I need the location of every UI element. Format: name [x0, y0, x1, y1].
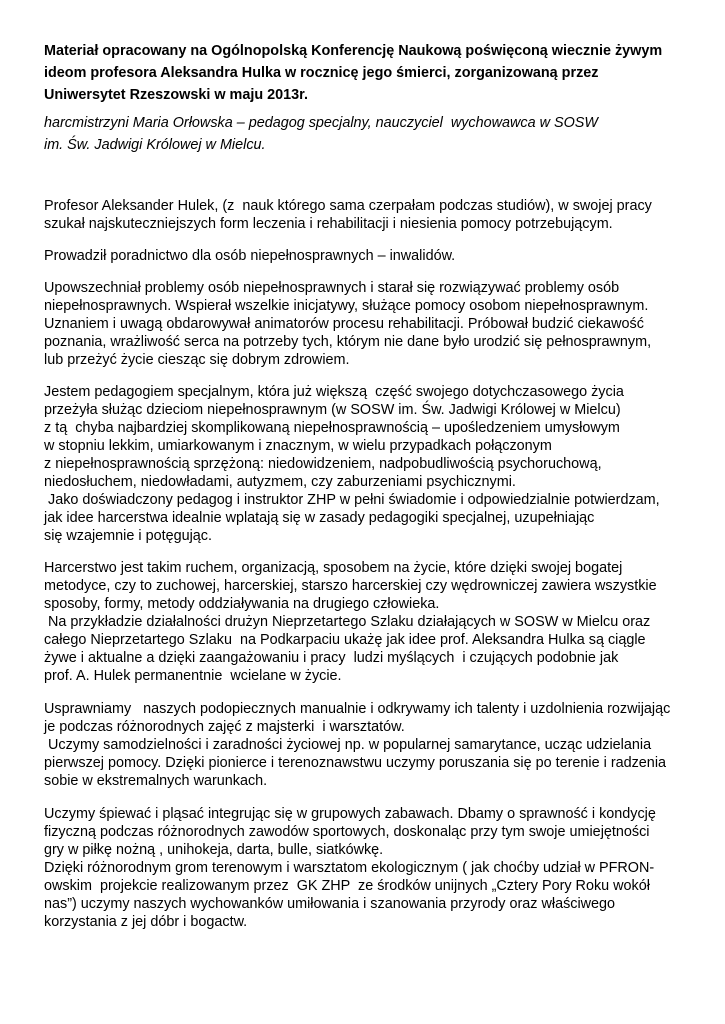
text-line: się wzajemnie i potęgując. [44, 528, 212, 544]
text-line: niepełnosprawnych. Wspierał wszelkie inicjatywy, służące pomocy osobom niepełnosprawnym. [44, 298, 649, 314]
text-line: metodyce, czy to zuchowej, harcerskiej, starszo harcerskiej czy wędrowniczej zawiera wszystkie [44, 578, 657, 594]
text-line: Jestem pedagogiem specjalnym, która już większą część swojego dotychczasowego życia [44, 384, 624, 400]
text-line: Jako doświadczony pedagog i instruktor ZHP w pełni świadomie i odpowiedzialnie potwierdzam, [44, 492, 660, 508]
text-line: nas”) uczymy naszych wychowanków umiłowania i szanowania przyrody oraz właściwego [44, 896, 616, 912]
text-line: je podczas różnorodnych zajęć z majsterki i warsztatów. [44, 719, 405, 735]
text-line: żywe i aktualne a dzięki zaangażowaniu i pracy ludzi myślących i czujących podobnie jak [44, 650, 619, 666]
text-line: Prowadził poradnictwo dla osób niepełnosprawnych – inwalidów. [44, 248, 456, 264]
author-line: im. Św. Jadwigi Królowej w Mielcu. [44, 137, 266, 153]
text-line: sobie w ekstremalnych warunkach. [44, 773, 268, 789]
text-line: niedosłuchem, niedowładami, autyzmem, czy zaburzeniami psychicznymi. [44, 474, 516, 490]
text-line: korzystania z jej dóbr i bogactw. [44, 914, 248, 930]
title-line: ideom profesora Aleksandra Hulka w rocznicę jego śmierci, zorganizowaną przez [44, 65, 599, 81]
text-line: Profesor Aleksander Hulek, (z nauk którego sama czerpałam podczas studiów), w swojej pracy [44, 198, 652, 214]
text-line: poznania, wrażliwość serca na potrzeby tych, którym nie dane było urodzić się pełnosprawnym, [44, 334, 652, 350]
text-line: Na przykładzie działalności drużyn Nieprzetartego Szlaku działających w SOSW w Mielcu oraz [44, 614, 651, 630]
text-line: w stopniu lekkim, umiarkowanym i znacznym, w wielu przypadkach połączonym [44, 438, 552, 454]
text-line: całego Nieprzetartego Szlaku na Podkarpaciu ukażę jak idee prof. Aleksandra Hulka są ciągle [44, 632, 646, 648]
text-line: szukał najskuteczniejszych form leczenia i rehabilitacji i niesienia pomocy potrzebującym. [44, 216, 613, 232]
text-line: gry w piłkę nożną , unihokeja, darta, bulle, siatkówkę. [44, 842, 384, 858]
author-line: harcmistrzyni Maria Orłowska – pedagog specjalny, nauczyciel wychowawca w SOSW [44, 115, 598, 131]
text-line: Uczymy śpiewać i pląsać integrując się w grupowych zabawach. Dbamy o sprawność i kondycję [44, 806, 656, 822]
text-line: jak idee harcerstwa idealnie wplatają się w zasady pedagogiki specjalnej, uzupełniając [44, 510, 595, 526]
title-line: Materiał opracowany na Ogólnopolską Konferencję Naukową poświęconą wiecznie żywym [44, 43, 663, 59]
text-line: z niepełnosprawnością sprzężoną: niedowidzeniem, nadpobudliwością psychoruchową, [44, 456, 602, 472]
text-line: Upowszechniał problemy osób niepełnosprawnych i starał się rozwiązywać problemy osób [44, 280, 620, 296]
text-line: przeżyła służąc dzieciom niepełnosprawnym (w SOSW im. Św. Jadwigi Królowej w Mielcu) [44, 402, 621, 418]
text-line: fizyczną podczas różnorodnych zawodów sportowych, doskonaląc przy tym swoje umiejętności [44, 824, 650, 840]
text-line: Usprawniamy naszych podopiecznych manualnie i odkrywamy ich talenty i uzdolnienia rozwijając [44, 701, 671, 717]
text-line: sposoby, formy, metody oddziaływania na drugiego człowieka. [44, 596, 440, 612]
text-line: pierwszej pomocy. Dzięki pionierce i terenoznawstwu uczymy poruszania się po terenie i radzenia [44, 755, 667, 771]
text-line: z tą chyba najbardziej skomplikowaną niepełnosprawnością – upośledzeniem umysłowym [44, 420, 620, 436]
title-line: Uniwersytet Rzeszowski w maju 2013r. [44, 87, 308, 103]
text-line: Uczymy samodzielności i zaradności życiowej np. w popularnej samarytance, ucząc udzielania [44, 737, 652, 753]
text-line: Harcerstwo jest takim ruchem, organizacją, sposobem na życie, które dzięki swojej bogatej [44, 560, 623, 576]
text-line: lub przeżyć życie ciesząc się dobrym zdrowiem. [44, 352, 350, 368]
text-line: Uznaniem i uwagą obdarowywał animatorów procesu rehabilitacji. Próbował budzić ciekawość [44, 316, 644, 332]
text-line: owskim projekcie realizowanym przez GK ZHP ze środków unijnych „Cztery Pory Roku wokół [44, 878, 650, 894]
text-line: Dzięki różnorodnym grom terenowym i warsztatom ekologicznym ( jak choćby udział w PFRON- [44, 860, 655, 876]
text-line: prof. A. Hulek permanentnie wcielane w życie. [44, 668, 342, 684]
